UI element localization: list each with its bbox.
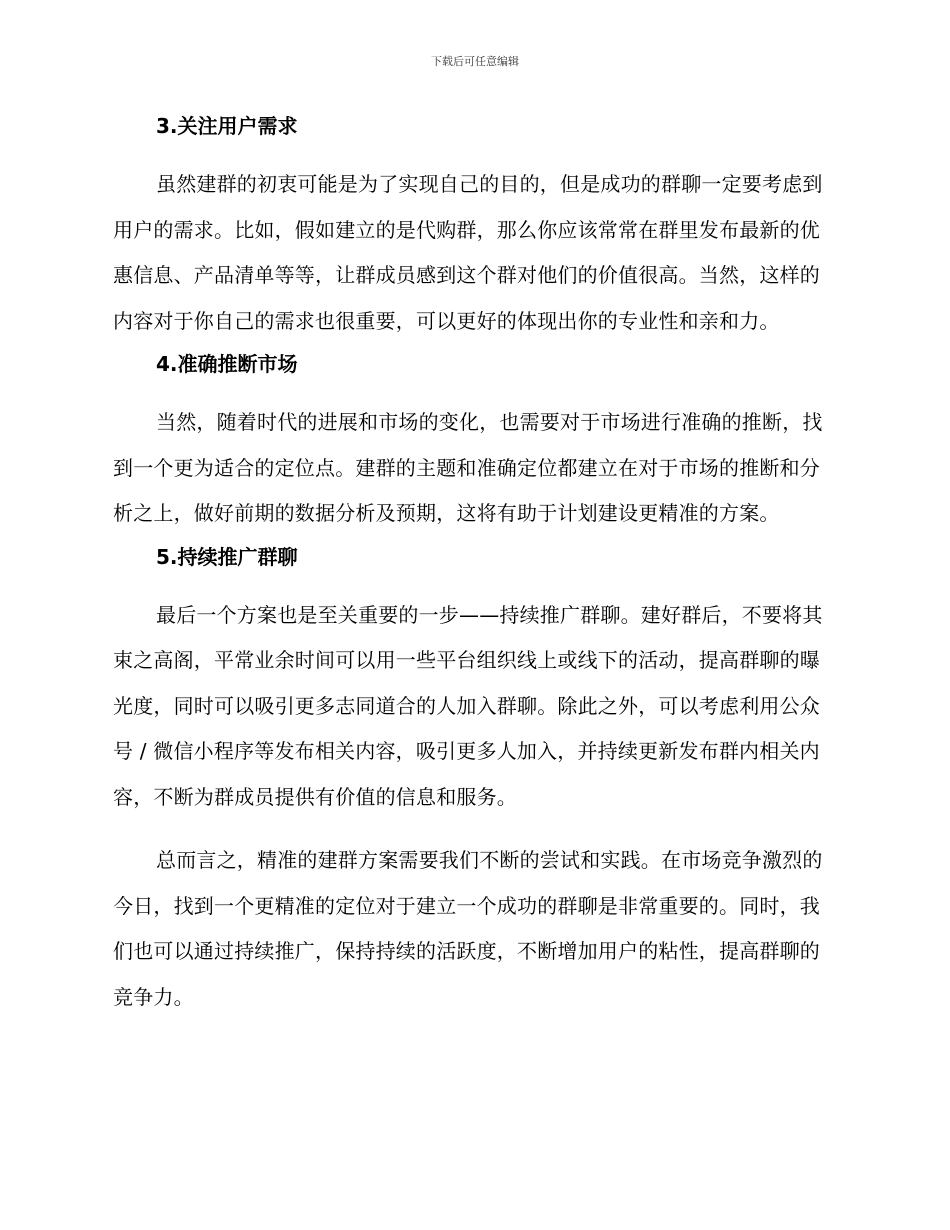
section-focus-user-needs (113, 110, 838, 344)
section-judge-market (113, 348, 838, 537)
section-heading: 3.关注用户需求 (156, 114, 298, 138)
section-heading: 5.持续推广群聊 (156, 544, 298, 569)
body-paragraph: 当然，随着时代的进展和市场的变化，也需要对于市场进行准确的推断，找到一个更为适合的定位点。建群的主题和准确定位都建立在对于市场的推断和分析之上，做好前期的数据分析及预期，这将有助于计划建设更精准的方案。 (113, 410, 823, 525)
section-promote-group (113, 541, 838, 1021)
section-heading: 4.准确推断市场 (156, 352, 298, 376)
document-body (113, 110, 838, 1020)
body-paragraph: 最后一个方案也是至关重要的一步——持续推广群聊。建好群后，不要将其束之高阁，平常业余时间可以用一些平台组织线上或线下的活动，提高群聊的曝光度，同时可以吸引更多志同道合的人加入群聊。除此之外，可以考虑利用公众号 / 微信小程序等发布相关内容，吸引更多人加入，并持续更新发布群内相关内容，不断为群成员提供有价值的信息和服务。 (113, 602, 823, 809)
body-paragraph: 虽然建群的初衷可能是为了实现自己的目的，但是成功的群聊一定要考虑到用户的需求。比如，假如建立的是代购群，那么你应该常常在群里发布最新的优惠信息、产品清单等等，让群成员感到这个群对他们的价值很高。当然，这样的内容对于你自己的需求也很重要，可以更好的体现出你的专业性和亲和力。 (113, 172, 823, 333)
running-header: 下载后可任意编辑 (431, 55, 519, 68)
conclusion-paragraph: 总而言之，精准的建群方案需要我们不断的尝试和实践。在市场竞争激烈的今日，找到一个更精准的定位对于建立一个成功的群聊是非常重要的。同时，我们也可以通过持续推广，保持持续的活跃度，不断增加用户的粘性，提高群聊的竞争力。 (113, 848, 823, 1009)
